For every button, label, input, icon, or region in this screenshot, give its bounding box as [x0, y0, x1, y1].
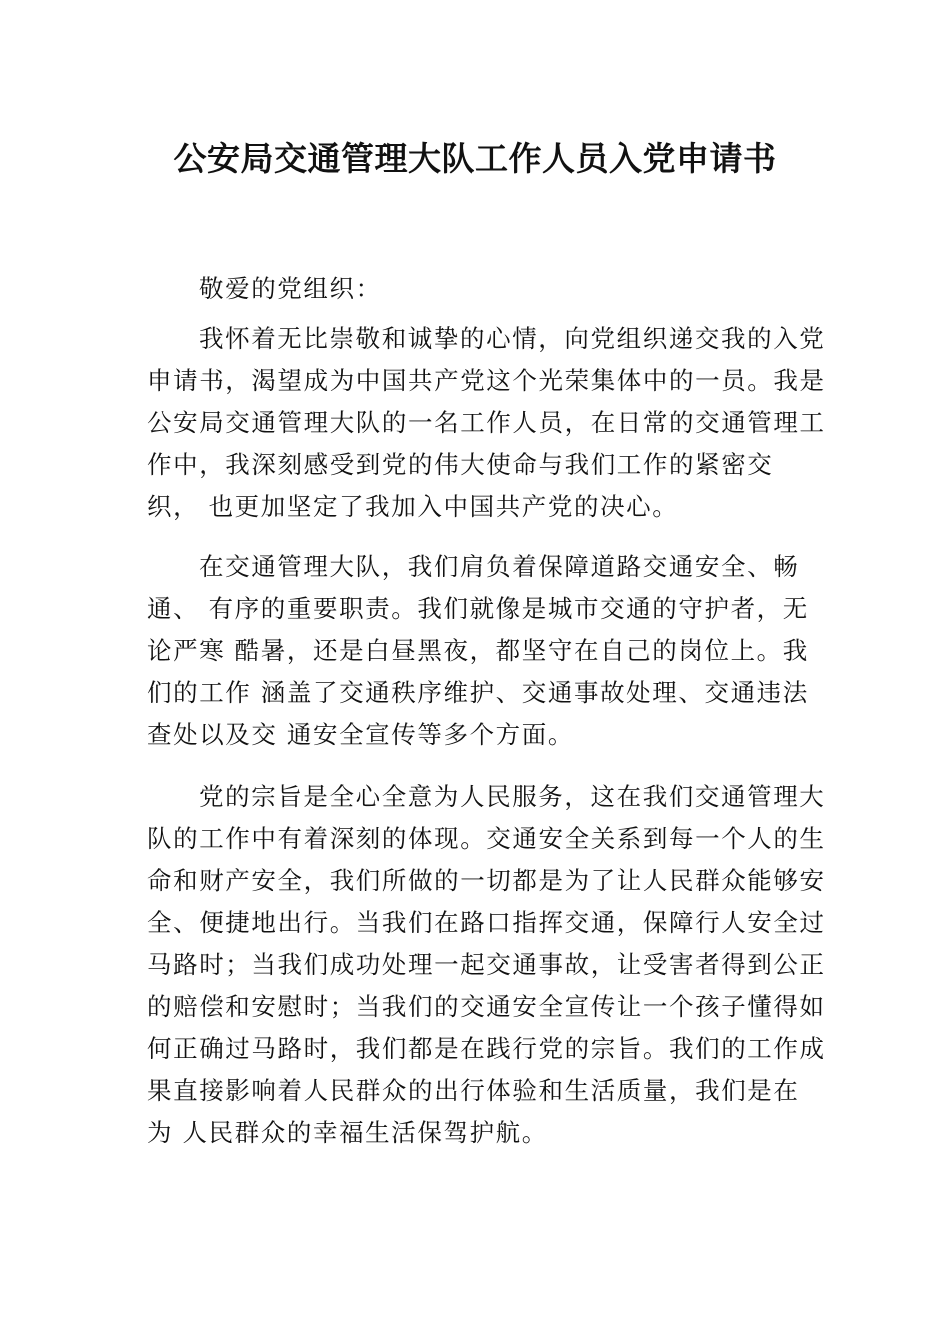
- paragraph-line: 查处以及交 通安全宣传等多个方面。: [147, 720, 574, 749]
- paragraph-line: 们的工作 涵盖了交通秩序维护、交通事故处理、交通违法: [147, 678, 809, 707]
- paragraph-line: 我怀着无比崇敬和诚挚的心情，向党组织递交我的入党: [199, 324, 826, 353]
- paragraph-line: 命和财产安全，我们所做的一切都是为了让人民群众能够安: [147, 866, 826, 895]
- paragraph-line: 为 人民群众的幸福生活保驾护航。: [147, 1118, 548, 1147]
- paragraph-line: 果直接影响着人民群众的出行体验和生活质量，我们是在: [147, 1076, 800, 1105]
- paragraph-line: 全、便捷地出行。当我们在路口指挥交通，保障行人安全过: [147, 908, 826, 937]
- paragraph-line: 的赔偿和安慰时；当我们的交通安全宣传让一个孩子懂得如: [147, 992, 826, 1021]
- document-title: 公安局交通管理大队工作人员入党申请书: [173, 139, 777, 178]
- paragraph-line: 论严寒 酷暑，还是白昼黑夜，都坚守在自己的岗位上。我: [147, 636, 809, 665]
- paragraph-line: 织， 也更加坚定了我加入中国共产党的决心。: [147, 492, 679, 521]
- paragraph-line: 在交通管理大队，我们肩负着保障道路交通安全、畅: [199, 552, 800, 581]
- paragraph-line: 何正确过马路时，我们都是在践行党的宗旨。我们的工作成: [147, 1034, 826, 1063]
- paragraph-line: 通、 有序的重要职责。我们就像是城市交通的守护者，无: [147, 594, 809, 623]
- paragraph-line: 马路时；当我们成功处理一起交通事故，让受害者得到公正: [147, 950, 826, 979]
- paragraph-line: 作中，我深刻感受到党的伟大使命与我们工作的紧密交: [147, 450, 774, 479]
- paragraph-line: 党的宗旨是全心全意为人民服务，这在我们交通管理大: [199, 782, 826, 811]
- salutation: 敬爱的党组织：: [199, 274, 382, 303]
- paragraph-line: 公安局交通管理大队的一名工作人员，在日常的交通管理工: [147, 408, 826, 437]
- paragraph-line: 队的工作中有着深刻的体现。交通安全关系到每一个人的生: [147, 824, 826, 853]
- paragraph-line: 申请书，渴望成为中国共产党这个光荣集体中的一员。我是: [147, 366, 826, 395]
